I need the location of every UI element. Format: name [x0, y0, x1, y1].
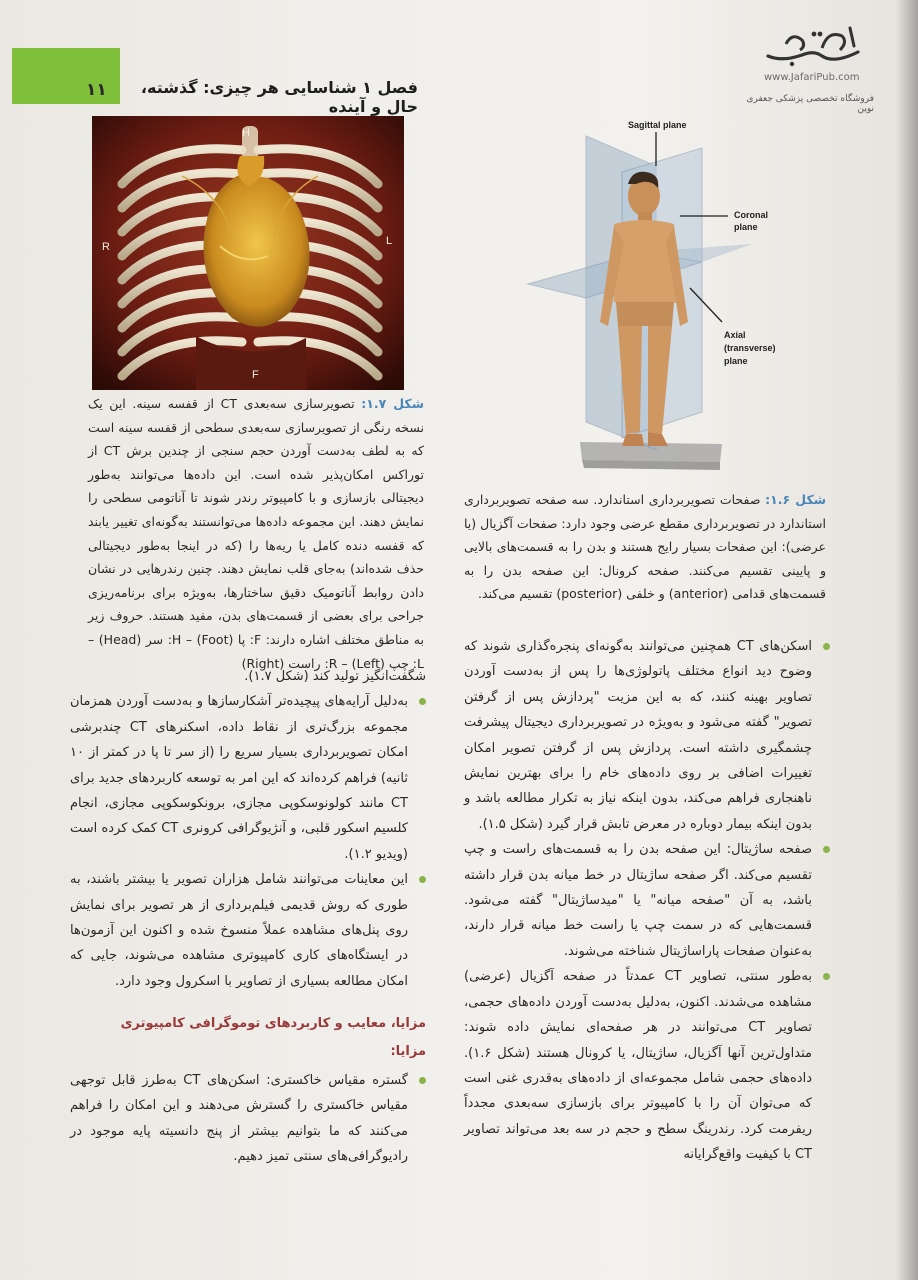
section-heading: مزایا، معایب و کاربردهای توموگرافی کامپیوتری — [120, 1016, 426, 1031]
list-item — [464, 634, 830, 837]
list-item-text: اسکن‌های CT همچنین می‌توانند به‌گونه‌ای پنجره‌گذاری شوند که وضوح دید انواع مختلف پاتولوژی‌ها را پس از به‌دست آوردن تصاویر بهینه کنند، که به این مزیت "پردازش پس از گرفتن تصویر" گفته می‌شود و به‌ویژه در تصویربرداری دیجیتال پیشرفت چشمگیری داشته است. پردازش پس از گرفتن تصویر امکان تغییرات اضافی بر روی داده‌های خام را برای بهترین نمایش ناهنجاری فراهم می‌کند، بدون اینکه نیاز به تکرار مطالعه باشد و بدون اینکه بیمار دوباره در معرض تابش قرار گیرد (شکل ۱.۵). — [464, 639, 812, 832]
publisher-caption: فروشگاه تخصصی پزشکی جعفری نوین — [746, 94, 874, 114]
left-column-body — [70, 664, 426, 994]
list-item-text: به‌طور سنتی، تصاویر CT عمدتاً در صفحه آگزیال (عرضی) مشاهده می‌شدند. اکنون، به‌دلیل به‌دست آوردن داده‌های حجمی، تصاویر CT می‌توانند در هر صفحه‌ای نمایش داده شوند: متداول‌ترین آنها آگزیال، ساژیتال، یا کرونال هستند (شکل ۱.۶). داده‌های حجمی شامل مجموعه‌ای از داده‌های به‌قدری غنی است که می‌توان آن را با کامپیوتر برای بازسازی سه‌بعدی مجدداً ریفرمت کرد. رندرینگ سطح و حجم در سه بعد می‌تواند تصاویر CT با کیفیت واقع‌گرایانه — [464, 969, 812, 1163]
list-item-text: گستره مقیاس خاکستری: اسکن‌های CT به‌طرز قابل توجهی مقیاس خاکستری را گسترش می‌دهند و این امکان را فراهم می‌کنند که ما بتوانیم بیشتر از پنج دانسیته پایه موجود در رادیوگرافی‌های سنتی تمیز دهیم. — [70, 1073, 408, 1165]
book-spine-shadow — [896, 0, 918, 1280]
anatomical-planes-figure — [522, 112, 790, 484]
page-number: ۱۱ — [86, 80, 107, 100]
list-item — [70, 867, 426, 994]
figure-1-6-caption — [464, 488, 826, 606]
figure-1-6-caption-text: صفحات تصویربرداری استاندارد. سه صفحه تصویربرداری استاندارد در تصویربرداری مقطع عرضی وجود دارد: صفحات آگزیال (یا عرضی): این صفحات بسیار رایج هستند و بدن را به قسمت‌های بالایی و پایینی تقسیم می‌کنند. صفحه کرونال: این صفحه بدن را به قسمت‌های قدامی (anterior) و خلفی (posterior) تقسیم می‌کند. — [464, 492, 826, 602]
publisher-logo — [762, 22, 870, 68]
figure-1-6-caption-lead: شکل ۱.۶: — [765, 492, 827, 507]
advantages-subheading: مزایا: — [390, 1044, 426, 1059]
chapter-title: فصل ۱ شناسایی هر چیزی: گذشته، حال و آینده — [140, 78, 418, 116]
list-item — [464, 837, 830, 964]
list-item-text: صفحه ساژیتال: این صفحه بدن را به قسمت‌های راست و چپ تقسیم می‌کند. اگر صفحه ساژیتال در خط میانه بدن قرار داشته باشد، به آن "صفحه میانه" یا "میدساژیتال" گفته می‌شود. قسمت‌هایی که در سمت چپ یا راست خط میانه قرار دارند، به‌عنوان صفحات پاراساژیتال شناخته می‌شوند. — [464, 842, 812, 959]
bullet-icon — [823, 973, 830, 980]
sagittal-plane-label: Sagittal plane — [628, 120, 687, 130]
coronal-plane-label-line2: plane — [734, 222, 758, 232]
left-label: L — [386, 235, 393, 247]
axial-plane-label-line1: Axial — [724, 330, 746, 340]
axial-plane-label-line2: (transverse) — [724, 343, 776, 353]
foot-label: F — [252, 369, 259, 381]
head-label: H — [242, 127, 250, 139]
bullet-icon — [823, 643, 830, 650]
continuation-text: شگفت‌انگیز تولید کند (شکل ۱.۷). — [244, 669, 426, 684]
list-item-text: به‌دلیل آرایه‌های پیچیده‌تر آشکارسازها و به‌دست آوردن همزمان مجموعه بزرگ‌تری از نقاط داده، اسکنرهای CT چندبرشی امکان تصویربرداری بسیار سریع را (از سر تا پا در کمتر از ۱۰ ثانیه) فراهم کرده‌اند که این امر به توسعه کاربردهای جدید برای CT مانند کولونوسکوپی مجازی، برونکوسکوپی مجازی، انجام کلسیم اسکور قلبی، و آنژیوگرافی کرونری CT کمک کرده است (ویدیو ۱.۲). — [70, 694, 409, 862]
list-item-text: این معاینات می‌توانند شامل هزاران تصویر یا بیشتر باشند، به طوری که روش قدیمی فیلم‌برداری از هر تصویر برای نمایش روی پنل‌های مشاهده عملاً منسوخ شده و اکنون این آزمون‌ها در ایستگاه‌های کاری کامپیوتری مشاهده می‌شوند، جایی که امکان مطالعه بسیاری از تصاویر با اسکرول وجود دارد. — [70, 872, 408, 989]
bullet-icon — [419, 1077, 426, 1084]
right-label: R — [102, 241, 110, 253]
bullet-icon — [419, 698, 426, 705]
list-item — [70, 1068, 426, 1170]
axial-plane-label-line3: plane — [724, 356, 748, 366]
coronal-plane-label-line1: Coronal — [734, 210, 769, 220]
advantages-list — [70, 1068, 426, 1170]
list-item — [464, 964, 830, 1167]
figure-1-7-caption-lead: شکل ۱.۷: — [361, 396, 424, 411]
bullet-icon — [823, 846, 830, 853]
figure-1-7-caption — [88, 392, 424, 675]
publisher-url[interactable]: www.JafariPub.com — [764, 72, 860, 83]
list-item — [70, 689, 426, 867]
right-column-body — [464, 634, 830, 1168]
figure-1-7-caption-text: تصویرسازی سه‌بعدی CT از قفسه سینه. این یک نسخه رنگی از تصویرسازی سه‌بعدی سطحی از قفسه سینه است که به لطف به‌دست آوردن حجم سنجی از چندین برش CT از توراکس امکان‌پذیر شده است. این داده‌ها می‌توانند به‌طور دیجیتالی بازسازی و با کامپیوتر رندر شوند تا آناتومی سطحی را نمایش دهند. این مجموعه داده‌ها می‌توانستند به‌گونه‌ای تغییر یابند که قفسه دنده کامل یا ریه‌ها را (که در اینجا به‌طور دیجیتالی حذف شده‌اند) به‌جای قلب نمایش دهند. چنین رندرهایی در نشان دادن روابط آناتومیک دقیق ساختارها، به‌ویژه برای برنامه‌ریزی جراحی برای بعضی از قسمت‌های بدن، مفید هستند. حروف زیر به مناطق مختلف اشاره دارند: F: پا (Foot) – H: سر (Head) – L: چپ (Left) – R: راست (Right) — [88, 396, 424, 671]
ct-3d-chest-image — [92, 116, 404, 390]
bullet-icon — [419, 876, 426, 883]
